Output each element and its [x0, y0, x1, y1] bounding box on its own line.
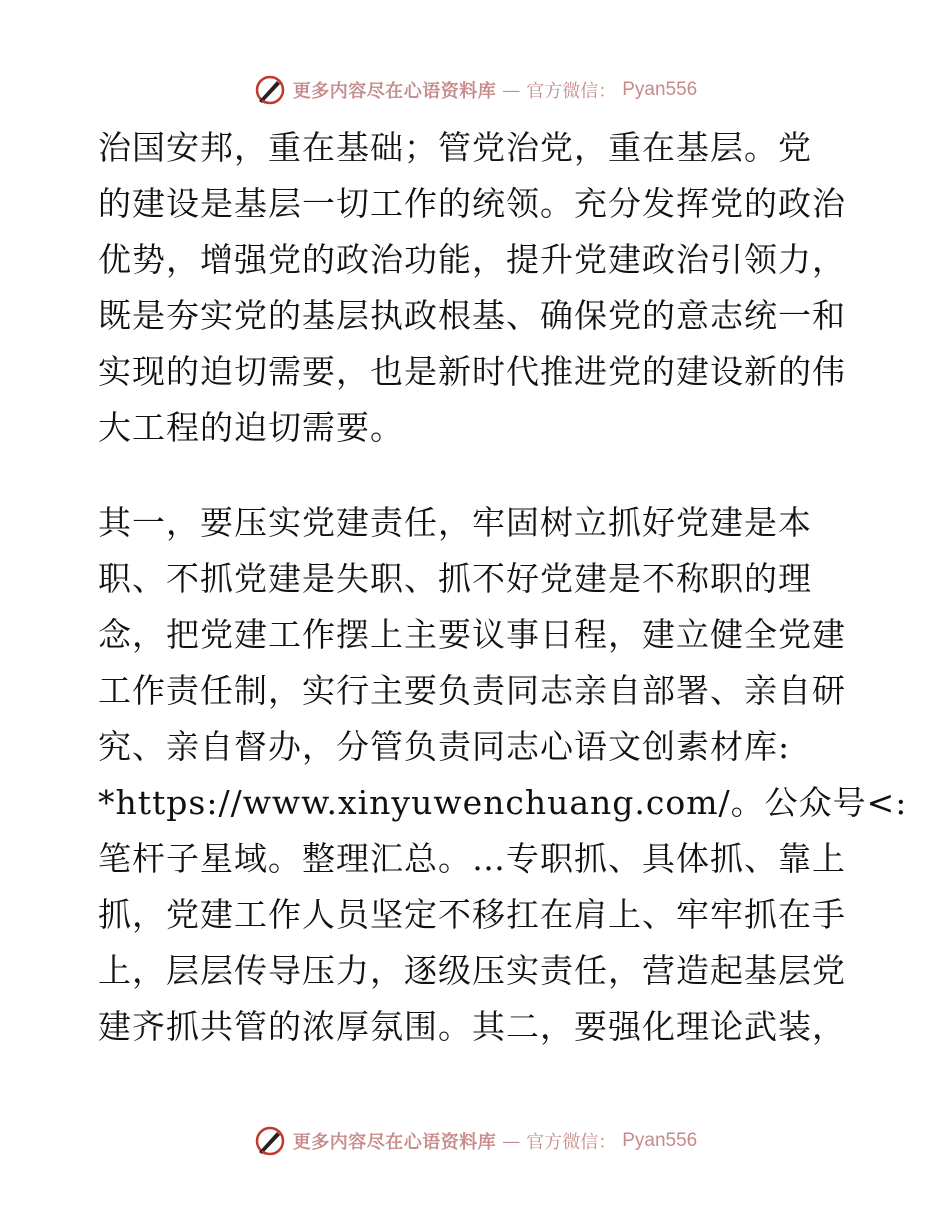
banner-separator: —: [502, 1130, 521, 1152]
text-line: 大工程的迫切需要。: [98, 408, 404, 447]
text-line: 抓，党建工作人员坚定不移扛在肩上、牢牢抓在手: [98, 895, 846, 934]
text-line: 究、亲自督办，分管负责同志心语文创素材库:: [98, 727, 791, 766]
banner-separator: —: [502, 79, 521, 101]
text-line: 念，把党建工作摆上主要议事日程，建立健全党建: [98, 615, 846, 654]
banner-wechat-id: Pyan556: [622, 1130, 698, 1151]
document-body: [98, 120, 908, 1055]
text-line: 优势，增强党的政治功能，提升党建政治引领力，: [98, 240, 846, 279]
text-line: *https://www.xinyuwenchuang.com/。公众号<:: [98, 783, 908, 822]
banner-wechat-label: 官方微信：: [526, 81, 617, 102]
text-line: 上，层层传导压力，逐级压实责任，营造起基层党: [98, 951, 846, 990]
banner-wechat-id: Pyan556: [622, 79, 698, 100]
text-line: 既是夯实党的基层执政根基、确保党的意志统一和: [98, 296, 846, 335]
text-line: 建齐抓共管的浓厚氛围。其二，要强化理论武装，: [98, 1007, 846, 1046]
text-line: 实现的迫切需要，也是新时代推进党的建设新的伟: [98, 352, 846, 391]
quill-pen-logo-icon: [253, 1124, 287, 1158]
text-line: 的建设是基层一切工作的统领。充分发挥党的政治: [98, 184, 846, 223]
text-line: 治国安邦，重在基础；管党治党，重在基层。党: [98, 128, 812, 167]
text-line: 笔杆子星域。整理汇总。…专职抓、具体抓、靠上: [98, 839, 846, 878]
banner-library-text: 更多内容尽在心语资料库: [292, 81, 497, 102]
paragraph-1: [98, 120, 858, 456]
text-line: 其一，要压实党建责任，牢固树立抓好党建是本: [98, 503, 812, 542]
banner-wechat-label: 官方微信：: [526, 1132, 617, 1153]
banner-library-text: 更多内容尽在心语资料库: [292, 1132, 497, 1153]
text-line: 职、不抓党建是失职、抓不好党建是不称职的理: [98, 559, 812, 598]
quill-pen-logo-icon: [253, 73, 287, 107]
paragraph-gap: [98, 456, 858, 495]
footer-watermark-banner: [0, 1121, 950, 1161]
paragraph-2: [98, 495, 908, 1055]
header-watermark-banner: [0, 70, 950, 110]
text-line: 工作责任制，实行主要负责同志亲自部署、亲自研: [98, 671, 846, 710]
